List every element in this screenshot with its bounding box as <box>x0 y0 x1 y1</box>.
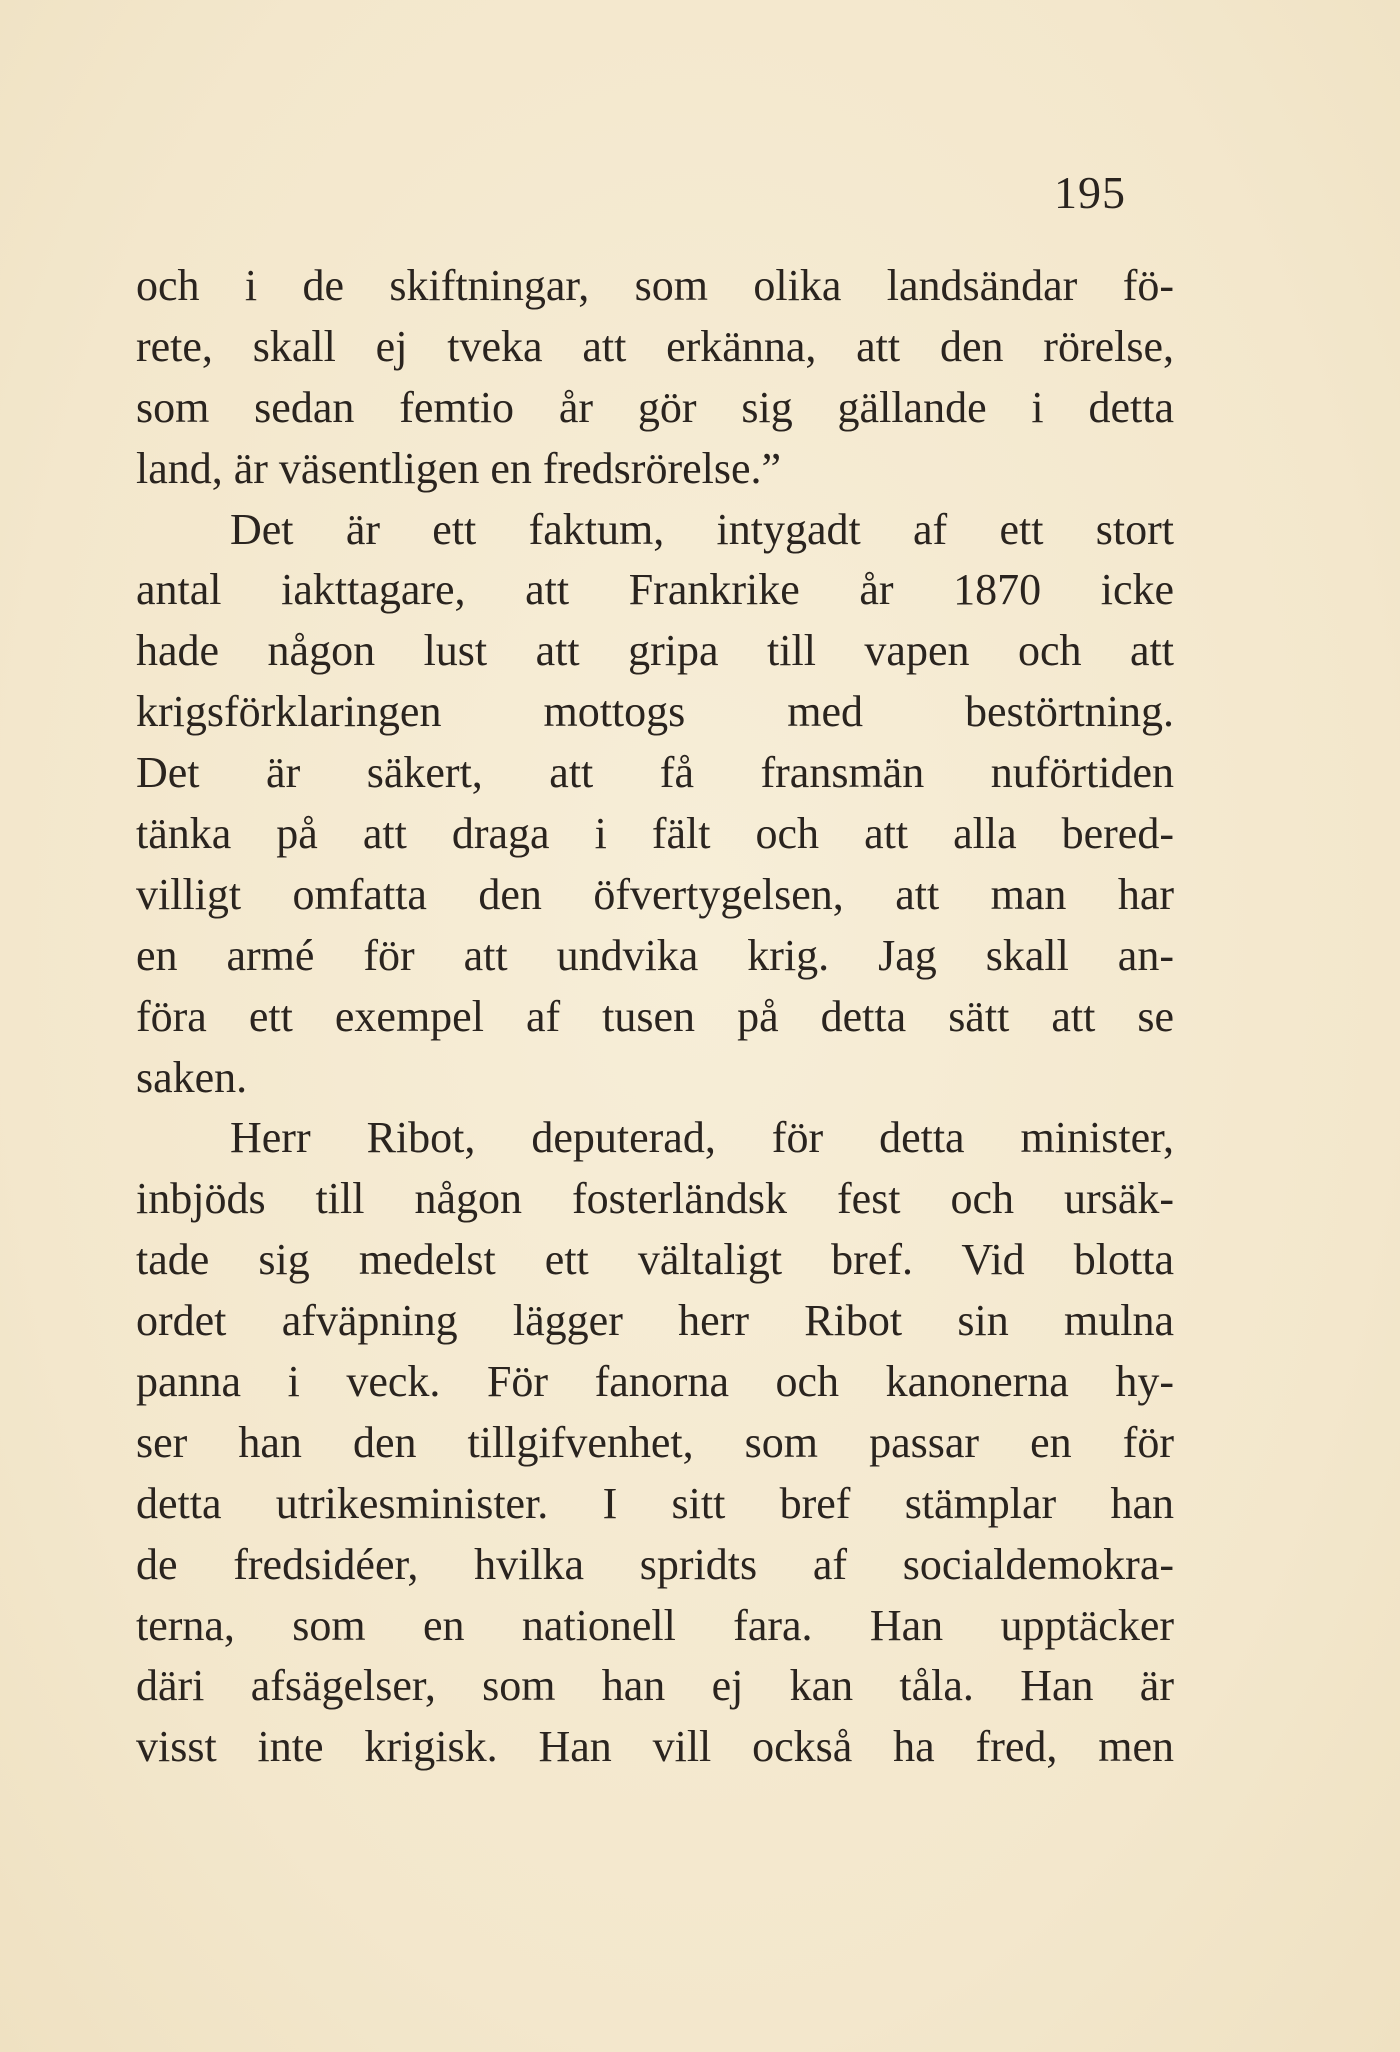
text-line: villigt omfatta den öfvertygelsen, att man har <box>136 869 1174 919</box>
text-line: saken. <box>136 1052 248 1102</box>
body-text <box>136 256 1174 1778</box>
text-line: panna i veck. För fanorna och kanonerna hy- <box>136 1357 1174 1407</box>
text-line: föra ett exempel af tusen på detta sätt att se <box>136 991 1174 1041</box>
text-line: de fredsidéer, hvilka spridts af socialdemokra- <box>136 1539 1174 1589</box>
text-line: som sedan femtio år gör sig gällande i detta <box>136 382 1174 432</box>
text-line: däri afsägelser, som han ej kan tåla. Han är <box>136 1661 1174 1711</box>
text-line: en armé för att undvika krig. Jag skall an- <box>136 930 1174 980</box>
text-line: visst inte krigisk. Han vill också ha fred, men <box>136 1722 1174 1772</box>
text-line: krigsförklaringen mottogs med bestörtning. <box>136 687 1174 737</box>
text-line: tade sig medelst ett vältaligt bref. Vid blotta <box>136 1235 1174 1285</box>
text-line: hade någon lust att gripa till vapen och att <box>136 626 1174 676</box>
text-line: terna, som en nationell fara. Han upptäcker <box>136 1600 1174 1650</box>
text-line: rete, skall ej tveka att erkänna, att den rörelse, <box>136 321 1174 371</box>
page-number: 195 <box>1054 167 1126 218</box>
text-line: Det är säkert, att få fransmän nuförtiden <box>136 748 1174 798</box>
text-line: och i de skiftningar, som olika landsändar fö- <box>136 261 1174 310</box>
text-line: land, är väsentligen en fredsrörelse.” <box>136 443 782 493</box>
text-line: tänka på att draga i fält och att alla bered- <box>136 809 1174 859</box>
text-line: ordet afväpning lägger herr Ribot sin mulna <box>136 1296 1174 1346</box>
paragraph-start-line: Det är ett faktum, intygadt af ett stort <box>230 504 1174 554</box>
text-line: antal iakttagare, att Frankrike år 1870 icke <box>136 565 1174 615</box>
text-line: ser han den tillgifvenhet, som passar en för <box>136 1417 1174 1467</box>
paragraph-start-line: Herr Ribot, deputerad, för detta minister, <box>230 1113 1174 1163</box>
text-line: detta utrikesminister. I sitt bref stämplar han <box>136 1478 1174 1528</box>
text-line: inbjöds till någon fosterländsk fest och ursäk- <box>136 1174 1174 1224</box>
